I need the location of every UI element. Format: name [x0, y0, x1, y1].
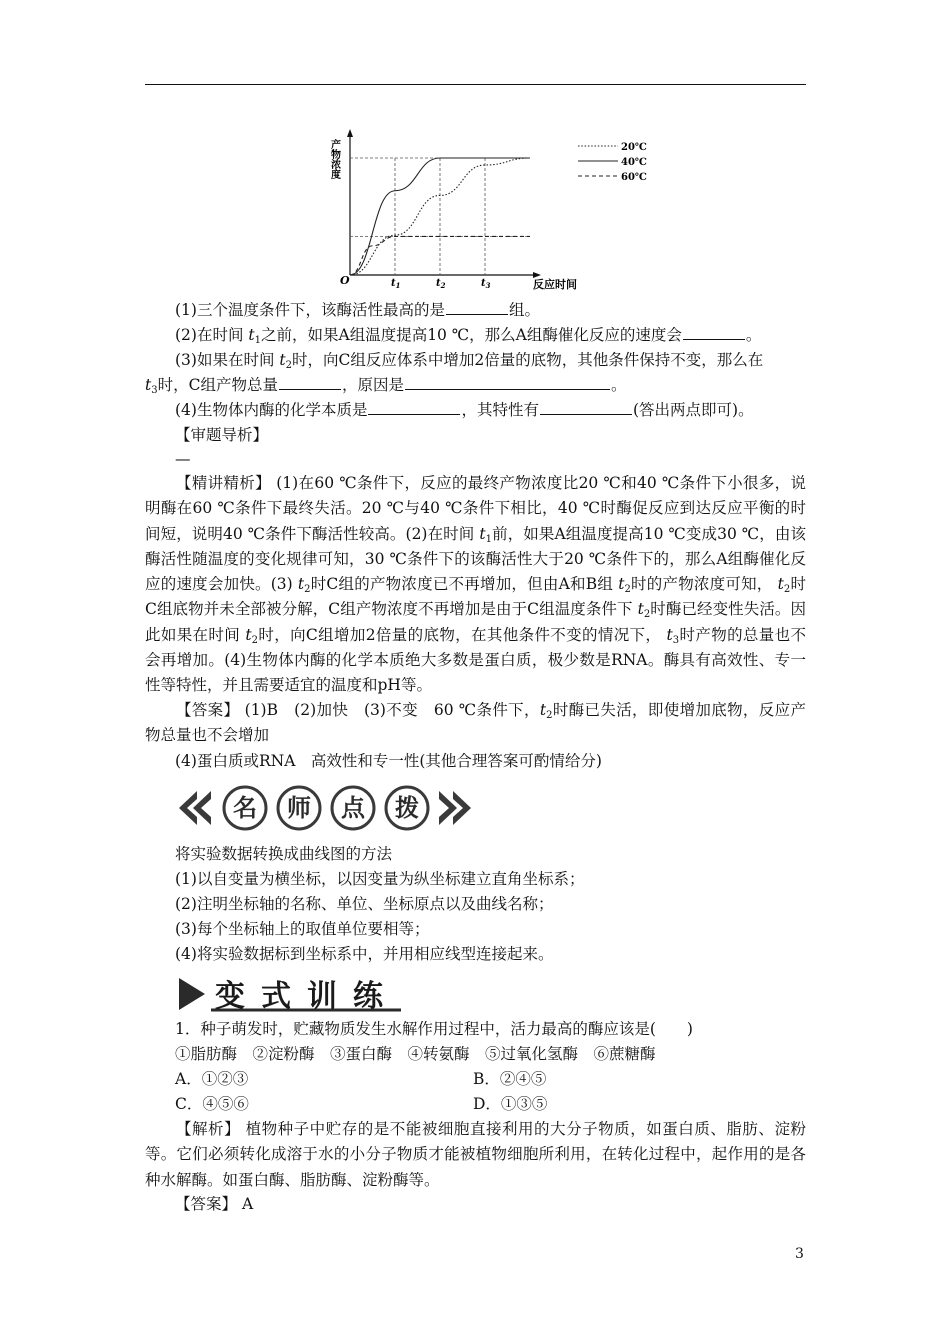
analysis-paragraph: 【精讲精析】 (1)在60 ℃条件下，反应的最终产物浓度比20 ℃和40 ℃条件下小很多，说明酶在60 ℃条件下最终失活。20 ℃与40 ℃条件下相比，40 ℃时酶促反应到达反应平衡的时间短，说明40 ℃条件下酶活性较高。(2)在时间 $t_1$前，如果A组温度提高10 ℃变成30 ℃，由该酶活性随温度的变化规律可知，30 ℃条件下的该酶活性大于20 ℃条件下的，那么A组酶催化反应的速度会加快。(3) $t_2$时C组的产物浓度已不再增加，但由A和B组 $t_2$时的产物浓度可知， $t_2$时C组底物并未全部被分解，C组产物浓度不再增加是由于C组温度条件下 $t_2$时酶已经变性失活。因此如果在时间 $t_2$时，向C组增加2倍量的底物，在其他条件不变的情况下， $t_3$时产物的总量也不会再增加。(4)生物体内酶的化学本质绝大多数是蛋白质，极少数是RNA。酶具有高效性、专一性等特性，并且需要适宜的温度和pH等。 [145, 474, 807, 695]
header-rule [145, 84, 806, 85]
tip-1: (1)以自变量为横坐标，以因变量为纵坐标建立直角坐标系； [175, 870, 585, 888]
banner-char: 名 [233, 793, 257, 822]
tip-2: (2)注明坐标轴的名称、单位、坐标原点以及曲线名称； [175, 895, 554, 913]
banner-char: 师 [287, 793, 311, 822]
tick-label-t1: $t_1$ [391, 278, 401, 290]
right-arrow-icon [439, 791, 471, 825]
tick-label-t2: $t_2$ [436, 278, 446, 290]
x-axis-label: 反应时间 [533, 278, 577, 291]
question-2: (2)在时间 $t_1$之前，如果A组温度提高10 ℃，那么A组酶催化反应的速度会 。 [175, 326, 762, 346]
exercise-explanation: 【解析】 植物种子中贮存的是不能被细胞直接利用的大分子物质，如蛋白质、脂肪、淀粉等。它们必须转化成溶于水的小分子物质才能被植物细胞所利用，在转化过程中，起作用的是各种水解酶。如蛋白酶、脂肪酶、淀粉酶等。 [145, 1120, 806, 1189]
page-number: 3 [795, 1246, 804, 1262]
option-b: B．②④⑤ [473, 1070, 547, 1088]
banner2-char: 变 [215, 979, 245, 1014]
tip-4: (4)将实验数据标到坐标系中，并用相应线型连接起来。 [175, 945, 554, 963]
banner2-char: 训 [307, 979, 337, 1014]
left-arrow-icon [179, 791, 211, 825]
option-a: A．①②③ [175, 1070, 249, 1088]
product-concentration-chart [320, 125, 660, 295]
question-4: (4)生物体内酶的化学本质是 ，其特性有 (答出两点即可)。 [175, 401, 754, 419]
exercise-question: 1．种子萌发时，贮藏物质发生水解作用过程中，活力最高的酶应该是( ) [175, 1020, 693, 1038]
tip-3: (3)每个坐标轴上的取值单位要相等； [175, 920, 430, 938]
legend-label-60℃: 60℃ [621, 172, 647, 183]
option-d: D．①③⑤ [473, 1095, 548, 1113]
guide-title: 【审题导析】 [175, 426, 269, 444]
variant-training-banner [175, 972, 405, 1016]
answer-paragraph: 【答案】 (1)B (2)加快 (3)不变 60 ℃条件下，$t_2$时酶已失活，即使增加底物，反应产物总量也不会增加 [145, 701, 806, 745]
famous-teacher-tips-banner [175, 783, 475, 833]
question-3: (3)如果在时间 $t_2$时，向C组反应体系中增加2倍量的底物，其他条件保持不变，那么在 [175, 351, 764, 371]
question-1: (1)三个温度条件下，该酶活性最高的是 组。 [175, 301, 540, 319]
question-3-cont: $t_3$时，C组产物总量 ，原因是 。 [145, 376, 627, 396]
y-axis-arrow [347, 129, 353, 137]
guide-dash: — [175, 450, 191, 468]
play-triangle-icon [179, 978, 205, 1010]
legend-label-20℃: 20℃ [621, 142, 647, 153]
legend-label-40℃: 40℃ [621, 157, 647, 168]
origin-label: O [340, 274, 350, 287]
option-c: C．④⑤⑥ [175, 1095, 249, 1113]
banner2-char: 练 [353, 979, 383, 1014]
tips-title: 将实验数据转换成曲线图的方法 [175, 845, 393, 863]
answer-part-4: (4)蛋白质或RNA 高效性和专一性(其他合理答案可酌情给分) [175, 752, 602, 770]
banner-char: 拨 [395, 793, 419, 822]
exercise-answer: 【答案】 A [175, 1195, 254, 1213]
y-axis-label: 产物浓度 [328, 139, 340, 179]
exercise-items: ①脂肪酶 ②淀粉酶 ③蛋白酶 ④转氨酶 ⑤过氧化氢酶 ⑥蔗糖酶 [175, 1045, 656, 1063]
banner2-char: 式 [261, 979, 291, 1014]
tick-label-t3: $t_3$ [481, 278, 491, 290]
banner-char: 点 [341, 793, 365, 822]
